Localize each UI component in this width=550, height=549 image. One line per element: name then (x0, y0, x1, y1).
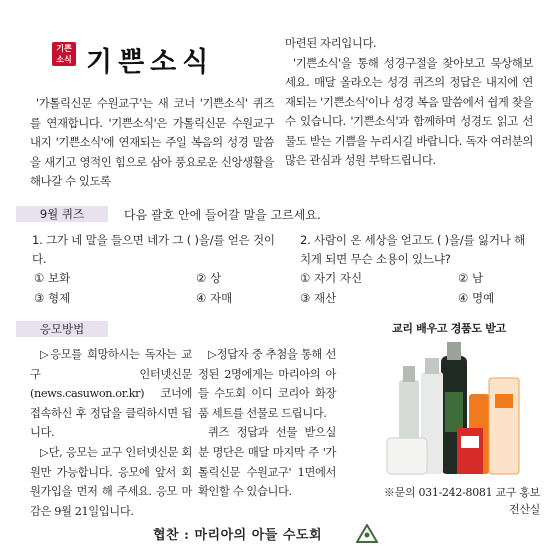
question-1: 1. 그가 네 말을 들으면 네가 그 ( )을/를 얻은 것이다. (32, 233, 275, 266)
apply-column-2 (198, 345, 336, 502)
apply-step-3: ▷정답자 중 추첨을 통해 선정된 2명에게는 마리아의 아들 수도회 이디 코리아 화장품 세트를 선물로 드립니다. (198, 348, 336, 420)
q1-option-1: ① 보화 (34, 271, 71, 285)
intro-left-text: '가톨릭신문 수원교구'는 새 코너 '기쁜소식' 퀴즈를 연재합니다. '기쁜소식'은 가톨릭신문 수원교구 내지 '기쁜소식'에 연재되는 주일 복음의 성경 말씀을 새기고 영적인 힘으로 삼아 풍요로운 신앙생활을 해나갈 수 있도록 (30, 96, 274, 188)
intro-right-text (285, 34, 533, 171)
intro-right-first-line: 마련된 자리입니다. (285, 36, 377, 50)
quiz-tag: 9월 퀴즈 (16, 206, 108, 222)
page-title: 기쁜소식 (86, 47, 215, 78)
q2-option-4: ④ 명예 (458, 291, 495, 305)
q1-option-3: ③ 형제 (34, 291, 71, 305)
seal-text-top: 기쁜 (56, 44, 72, 53)
apply-step-2: ▷단, 응모는 교구 인터넷신문 회원만 가능합니다. 응모에 앞서 회원가입을 먼저 해 주세요. 응모 마감은 9월 21일입니다. (30, 445, 192, 518)
quiz-instruction: 다음 괄호 안에 들어갈 말을 고르세요. (124, 208, 321, 222)
logo-seal (52, 42, 76, 66)
intro-right-paragraph: '기쁜소식'을 통해 성경구절을 찾아보고 묵상해보세요. 매달 올라오는 성경 퀴즈의 정답은 내지에 연재되는 '기쁜소식'이나 성경 복음 말씀에서 쉽게 찾을 수 있습니다. '기쁜소식'과 함께하며 성경도 읽고 선물도 받는 기쁨을 누리시길 바랍니다. 독자 여러분의 많은 관심과 성원 부탁드립니다. (285, 55, 533, 167)
photo-caption: 교리 배우고 경품도 받고 (392, 322, 506, 335)
sponsor-logo-icon (356, 524, 378, 544)
seal-text-bottom: 소식 (56, 55, 72, 64)
q2-option-2: ② 남 (458, 271, 484, 285)
q1-option-2: ② 상 (196, 271, 222, 285)
q2-option-3: ③ 재산 (300, 291, 337, 305)
q1-option-4: ④ 자매 (196, 291, 233, 305)
question-2: 2. 사람이 온 세상을 얻고도 ( )을/를 잃거나 해치게 되면 무슨 소용이 있느냐? (300, 233, 526, 266)
contact-info: ※문의 031-242-8081 교구 홍보전산실 (383, 486, 540, 516)
sponsor-footer: 협찬 : 마리아의 아들 수도회 (153, 528, 323, 543)
cosmetics-product-photo (353, 336, 528, 480)
q2-option-1: ① 자기 자신 (300, 271, 363, 285)
apply-tag: 응모방법 (16, 321, 108, 337)
apply-column-1 (30, 345, 192, 521)
apply-step-1: ▷응모를 희망하시는 독자는 교구 인터넷신문(news.casuwon.or.kr) 코너에 접속하신 후 정답을 클릭하시면 됩니다. (30, 348, 192, 440)
apply-step-4: 퀴즈 정답과 선물 받으실 분 명단은 매달 마지막 주 '가톨릭신문 수원교구' 1면에서 확인할 수 있습니다. (198, 426, 336, 499)
